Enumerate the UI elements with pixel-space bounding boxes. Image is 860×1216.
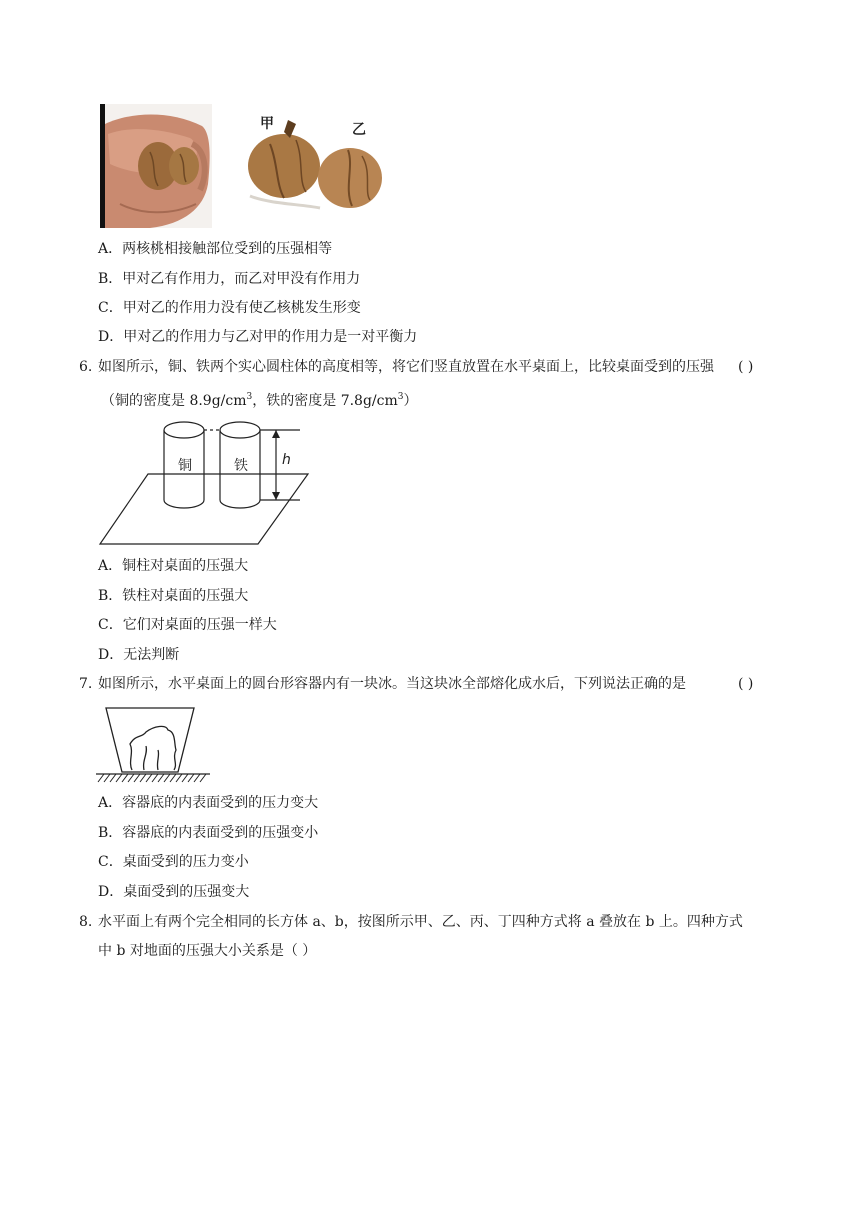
cylinders-figure — [98, 414, 313, 550]
hand-photo — [100, 104, 212, 228]
q7-option-a: A．容器底的内表面受到的压力变大 — [98, 795, 319, 811]
label-jia: 甲 — [260, 116, 274, 132]
question-7 — [0, 674, 860, 694]
label-copper: 铜 — [178, 458, 192, 474]
question-6 — [0, 357, 860, 377]
q5-option-a: A．两核桃相接触部位受到的压强相等 — [98, 241, 333, 257]
question-stem-line1: 水平面上有两个完全相同的长方体 a、b，按图所示甲、乙、丙、丁四种方式将 a 叠放在 b 上。四种方式 — [98, 914, 743, 930]
note-copper-density: （铜的密度是 8.9g/cm — [101, 393, 247, 409]
label-h: h — [282, 452, 291, 468]
q7-option-c: C．桌面受到的压力变小 — [98, 854, 249, 870]
question-8 — [0, 912, 860, 932]
q5-option-d: D．甲对乙的作用力与乙对甲的作用力是一对平衡力 — [98, 329, 418, 345]
question-stem: 如图所示，水平桌面上的圆台形容器内有一块冰。当这块冰全部熔化成水后，下列说法正确的是 — [98, 676, 686, 692]
question-number: 8. — [79, 914, 93, 930]
q6-option-a: A．铜柱对桌面的压强大 — [98, 558, 249, 574]
question-stem: 如图所示，铜、铁两个实心圆柱体的高度相等，将它们竖直放置在水平桌面上，比较桌面受到的压强 — [98, 359, 714, 375]
unit-superscript: 3 — [397, 392, 404, 402]
q5-option-c: C．甲对乙的作用力没有使乙核桃发生形变 — [98, 300, 361, 316]
walnuts-photo — [248, 116, 382, 208]
q7-option-b: B．容器底的内表面受到的压强变小 — [98, 825, 319, 841]
q5-option-b: B．甲对乙有作用力，而乙对甲没有作用力 — [98, 271, 361, 287]
container-ice-figure — [96, 704, 212, 786]
q6-option-d: D．无法判断 — [98, 647, 180, 663]
answer-blank: ( ) — [738, 676, 754, 692]
q6-option-b: B．铁柱对桌面的压强大 — [98, 588, 249, 604]
q7-option-d: D．桌面受到的压强变大 — [98, 884, 250, 900]
q6-option-c: C．它们对桌面的压强一样大 — [98, 617, 277, 633]
question-number: 7. — [79, 676, 93, 692]
note-close: ） — [403, 393, 418, 409]
question-number: 6. — [79, 359, 93, 375]
label-iron: 铁 — [234, 458, 248, 474]
answer-blank: ( ) — [738, 359, 754, 375]
walnut-figure — [100, 104, 390, 228]
unit-superscript: 3 — [246, 392, 253, 402]
note-iron-density: ，铁的密度是 7.8g/cm — [252, 393, 398, 409]
question-stem-line2: 中 b 对地面的压强大小关系是（ ） — [98, 943, 317, 959]
q6-density-note — [101, 387, 418, 411]
label-yi: 乙 — [352, 122, 366, 138]
